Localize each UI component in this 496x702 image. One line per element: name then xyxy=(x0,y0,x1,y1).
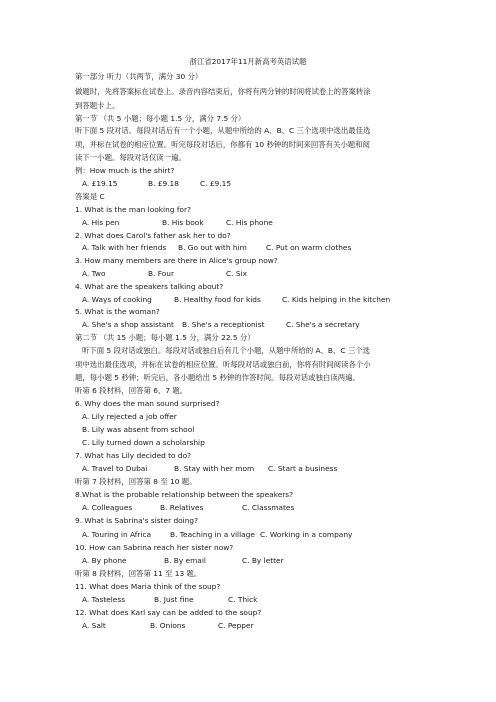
section-one-directions-3: 读下一小题。每段对话仅读一遍。 xyxy=(75,153,186,162)
section-two-directions-1: 听下面 5 段对话或独白。每段对话或独白后有几个小题，从题中所给的 A、B、C 三个选 xyxy=(82,346,371,355)
q6-option-c: C. Lily turned down a scholarship xyxy=(82,438,205,447)
q3-option-b: B. Four xyxy=(148,269,175,278)
q8-option-b: B. Relatives xyxy=(160,503,204,512)
q10-option-b: B. By email xyxy=(164,556,206,565)
q6-option-a: A. Lily rejected a job offer xyxy=(82,412,177,421)
question-8: 8.What is the probable relationship between the speakers? xyxy=(75,490,294,499)
q4-option-c: C. Kids helping in the kitchen xyxy=(282,295,391,304)
question-9: 9. What is Sabrina's sister doing? xyxy=(75,516,199,525)
section-two-directions-3: 题，每小题 5 秒钟；听完后，各小题给出 5 秒钟的作答时间。每段对话或独白读两遍。 xyxy=(75,373,360,382)
q2-option-a: A. Talk with her friends xyxy=(82,243,167,252)
section-one-directions-1: 听下面 5 段对话。每段对话后有一个小题，从题中所给的 A、B、C 三个选项中选出最佳选 xyxy=(75,126,371,135)
q11-option-b: B. Just fine xyxy=(154,595,194,604)
question-4: 4. What are the speakers talking about? xyxy=(75,282,224,291)
q1-option-c: C. His phone xyxy=(226,218,273,227)
q11-option-a: A. Tasteless xyxy=(82,595,126,604)
material-7-heading: 听第 7 段材料，回答第 8 至 10 题。 xyxy=(75,477,197,486)
q10-option-a: A. By phone xyxy=(82,556,127,565)
q5-option-a: A. She's a shop assistant xyxy=(82,320,174,329)
instruction-line-1: 做题时，先将答案标在试卷上。录音内容结束后，你将有两分钟的时间将试卷上的答案转涂 xyxy=(75,87,371,96)
q7-option-a: A. Travel to Dubai xyxy=(82,464,148,473)
q1-option-b: B. His book xyxy=(162,218,204,227)
q8-option-c: C. Classmates xyxy=(242,503,295,512)
section-one-directions-2: 项，并标在试卷的相应位置。听完每段对话后，你都有 10 秒钟的时间来回答有关小题和阅 xyxy=(75,140,370,149)
q12-option-c: C. Pepper xyxy=(218,621,254,630)
question-5: 5. What is the woman? xyxy=(75,307,160,316)
q3-option-a: A. Two xyxy=(82,269,106,278)
question-11: 11. What does Maria think of the soup? xyxy=(75,582,221,591)
question-3: 3. How many members are there in Alice's group now? xyxy=(75,256,278,265)
section-two-heading: 第二节 （共 15 小题；每小题 1.5 分，满分 22.5 分） xyxy=(75,333,255,342)
example-option-a: A. £19.15 xyxy=(82,179,118,188)
section-two-directions-2: 项中选出最佳选项，并标在试卷的相应位置。听每段对话或独白前，你将有时间阅读各个小 xyxy=(75,360,371,369)
q7-option-b: B. Stay with her mom xyxy=(174,464,255,473)
q12-option-a: A. Salt xyxy=(82,621,106,630)
example-answer: 答案是 C xyxy=(75,192,105,201)
q3-option-c: C. Six xyxy=(226,269,247,278)
q2-option-b: B. Go out with him xyxy=(178,243,247,252)
question-2: 2. What does Carol's father ask her to do? xyxy=(75,231,231,240)
q8-option-a: A. Colleagues xyxy=(82,503,133,512)
question-1: 1. What is the man looking for? xyxy=(75,205,191,214)
section-one-heading: 第一节 （共 5 小题；每小题 1.5 分，满分 7.5 分） xyxy=(75,114,246,123)
q5-option-c: C. She's a secretary xyxy=(286,320,360,329)
q9-option-c: C. Working in a company xyxy=(260,530,353,539)
material-6-heading: 听第 6 段材料，回答第 6、7 题。 xyxy=(75,386,188,395)
q9-option-b: B. Teaching in a village xyxy=(170,530,255,539)
q10-option-c: C. By letter xyxy=(242,556,284,565)
q11-option-c: C. Thick xyxy=(228,595,258,604)
q4-option-a: A. Ways of cooking xyxy=(82,295,152,304)
q2-option-c: C. Put on warm clothes xyxy=(266,243,352,252)
example-option-b: B. £9.18 xyxy=(148,179,179,188)
question-12: 12. What does Karl say can be added to the soup? xyxy=(75,608,262,617)
q4-option-b: B. Healthy food for kids xyxy=(174,295,261,304)
example-question: 例：How much is the shirt? xyxy=(75,166,175,175)
q5-option-b: B. She's a receptionist xyxy=(182,320,265,329)
part-one-heading: 第一部分 听力（共两节，满分 30 分） xyxy=(75,72,203,81)
question-7: 7. What has Lily decided to do? xyxy=(75,451,192,460)
q9-option-a: A. Touring in Africa xyxy=(82,530,152,539)
page-title: 浙江省2017年11月新高考英语试题 xyxy=(189,57,307,66)
q1-option-a: A. His pen xyxy=(82,218,120,227)
q6-option-b: B. Lily was absent from school xyxy=(82,425,195,434)
example-option-c: C. £9.15 xyxy=(200,179,232,188)
question-10: 10. How can Sabrina reach her sister now? xyxy=(75,543,234,552)
q7-option-c: C. Start a business xyxy=(268,464,338,473)
material-8-heading: 听第 8 段材料，回答第 11 至 13 题。 xyxy=(75,569,202,578)
question-6: 6. Why does the man sound surprised? xyxy=(75,399,220,408)
q12-option-b: B. Onions xyxy=(150,621,186,630)
instruction-line-2: 到答题卡上。 xyxy=(75,101,120,110)
